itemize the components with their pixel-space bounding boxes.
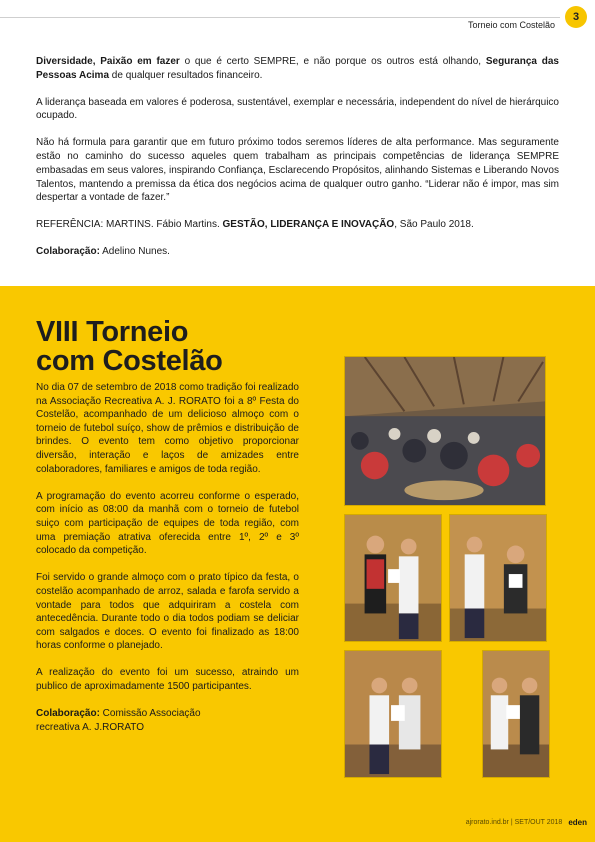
top-text-block: [36, 55, 559, 272]
title-line: com Costelão: [36, 345, 223, 377]
text-run: REFERÊNCIA: MARTINS. Fábio Martins.: [36, 219, 223, 231]
collaboration-text: Comissão Associação: [99, 708, 201, 720]
text-run: , São Paulo 2018.: [394, 219, 474, 231]
article-title: [36, 318, 326, 376]
page-number-badge: 3: [565, 6, 587, 28]
article-body: [36, 381, 299, 748]
bold-phrase: Segurança das Pessoas Acima: [36, 56, 559, 81]
page-footer: [466, 818, 587, 827]
text-run: de qualquer resultados financeiro.: [109, 69, 263, 81]
prize-photo-2: [449, 514, 547, 642]
collaboration-label: Colaboração:: [36, 245, 100, 257]
footer-text: ajrorato.ind.br | SET/OUT 2018: [465, 819, 563, 826]
paragraph-leadership: A liderança baseada em valores é poderosa, sustentável, exemplar e necessária, independent do nível de hierárquico ocupado.: [36, 96, 559, 122]
eden-logo: eden: [568, 818, 587, 827]
bold-phrase: Diversidade, Paixão em fazer: [36, 56, 180, 67]
running-header-title: Torneio com Costelão: [467, 20, 555, 30]
prize-photo-4: [482, 650, 550, 778]
paragraph-performance: Não há formula para garantir que em futuro próximo todos seremos líderes de alta performance. Mas seguramente estão no caminho do sucesso aqueles quem trabalham as principais competências de liderança SEMPRE embasadas em seus valores, inspirando Confiança, Esclarecendo Propósitos, alinhando Sistemas e Liberando Novos Talentos, mantendo a premissa da ética dos negócios acima de qualquer outro ganho. “Liderar não é impor, mas sim despertar a vontade de fazer.”: [36, 137, 559, 204]
article-collaboration: [36, 707, 299, 734]
collaborator-name: Adelino Nunes.: [99, 245, 170, 257]
book-title: GESTÃO, LIDERANÇA E INOVAÇÃO: [222, 219, 395, 231]
reference-line: [36, 218, 559, 232]
article-paragraph: No dia 07 de setembro de 2018 como tradição foi realizado na Associação Recreativa A. J. RORATO foi a 8º Festa do Costelão, acompanhado de um delicioso almoço com o torneio de futebol suíço, show de prêmios e distribuição de brindes. O evento tem como objetivo proporcionar diversão, interação e laços de amizades entre colaboradores, familiares e amigos de toda região.: [36, 382, 299, 475]
article-paragraph: A programação do evento acorreu conforme o esperado, com início as 08:00 da manhã com o torneio de futebol suiço com participação de equipes de toda região, com uma premiação atrativa oferecida entre 1º, 2º e 3º colocado da competição.: [36, 490, 299, 557]
collaboration-text: recreativa A. J.RORATO: [36, 721, 144, 733]
prize-photo-3: [344, 650, 442, 778]
collaboration-label: Colaboração:: [36, 708, 100, 720]
article-paragraph: Foi servido o grande almoço com o prato típico da festa, o costelão acompanhado de arroz, salada e farofa servido a vontade para todos que adquiriram a costela com antecedência. Durante todo o dia todos podiam se deliciar com salgados e doces. O evento foi finalizado as 18:00 horas conforme o planejado.: [36, 572, 299, 652]
collaboration-line: [36, 245, 559, 259]
paragraph-values: [36, 55, 559, 83]
event-crowd-photo: [344, 356, 546, 506]
prize-photo-1: [344, 514, 442, 642]
header-divider: [0, 17, 560, 18]
title-line: VIII Torneio: [36, 316, 189, 348]
article-paragraph: A realização do evento foi um sucesso, atraindo um publico de aproximadamente 1500 participantes.: [36, 667, 299, 693]
text-run: o que é certo SEMPRE, e não porque os outros está olhando,: [179, 56, 486, 67]
